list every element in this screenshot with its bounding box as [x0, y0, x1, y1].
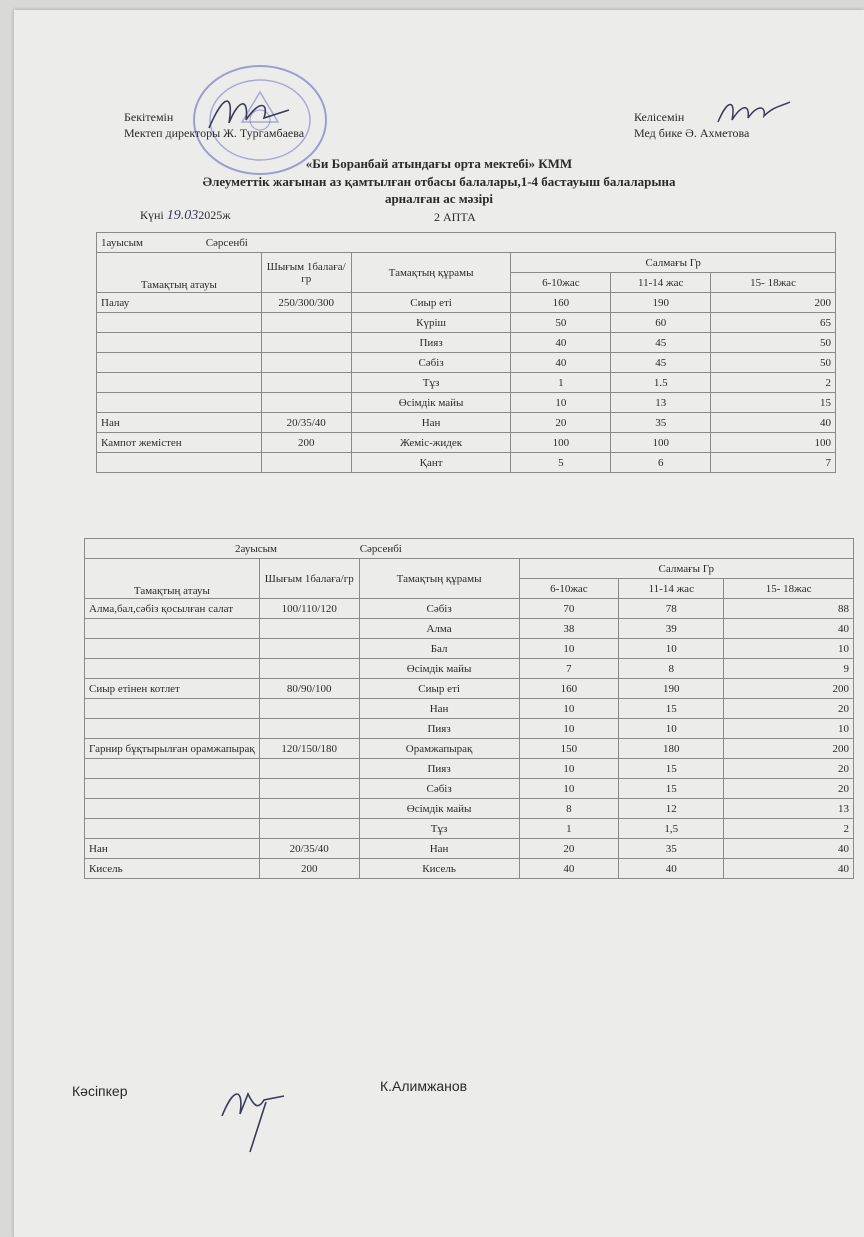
weight-11-14-cell: 13	[611, 393, 711, 413]
dish-name-cell	[97, 313, 262, 333]
ingredient-cell: Қант	[351, 453, 511, 473]
date-line	[140, 208, 231, 224]
dish-name-cell	[85, 639, 260, 659]
col-composition: Тамақтың құрамы	[359, 559, 519, 599]
table-row	[85, 779, 854, 799]
weight-11-14-cell: 15	[619, 759, 724, 779]
ingredient-cell: Пияз	[359, 719, 519, 739]
ingredient-cell: Нан	[359, 699, 519, 719]
table-row	[97, 433, 836, 453]
shift1-body	[97, 293, 836, 473]
ingredient-cell: Нан	[359, 839, 519, 859]
dish-name-cell	[97, 373, 262, 393]
weight-15-18-cell: 15	[711, 393, 836, 413]
director-name: Мектеп директоры Ж. Тургамбаева	[124, 126, 305, 140]
ingredient-cell: Тұз	[359, 819, 519, 839]
dish-name-cell: Кисель	[85, 859, 260, 879]
ingredient-cell: Нан	[351, 413, 511, 433]
dish-name-cell: Палау	[97, 293, 262, 313]
weight-11-14-cell: 15	[619, 779, 724, 799]
weight-11-14-cell: 45	[611, 333, 711, 353]
dish-name-cell	[97, 353, 262, 373]
weight-15-18-cell: 7	[711, 453, 836, 473]
table-row	[85, 859, 854, 879]
weight-11-14-cell: 10	[619, 639, 724, 659]
table-row	[97, 333, 836, 353]
dish-name-cell: Нан	[85, 839, 260, 859]
dish-name-cell	[85, 759, 260, 779]
weight-15-18-cell: 2	[711, 373, 836, 393]
ingredient-cell: Күріш	[351, 313, 511, 333]
weight-11-14-cell: 8	[619, 659, 724, 679]
weight-15-18-cell: 20	[724, 779, 854, 799]
nurse-signature-icon	[714, 94, 794, 130]
weight-15-18-cell: 40	[711, 413, 836, 433]
table-row	[97, 293, 836, 313]
weight-11-14-cell: 45	[611, 353, 711, 373]
table-row	[85, 719, 854, 739]
yield-cell	[259, 659, 359, 679]
agree-label: Келісемін	[634, 110, 685, 124]
week-label: 2 АПТА	[434, 210, 476, 224]
yield-cell	[259, 619, 359, 639]
weight-6-10-cell: 40	[519, 859, 619, 879]
date-value: 19.03	[166, 208, 199, 223]
dish-name-cell	[97, 453, 262, 473]
col-age-11-14: 11-14 жас	[611, 273, 711, 293]
shift2-day: Сәрсенбі	[359, 542, 402, 555]
weight-15-18-cell: 88	[724, 599, 854, 619]
dish-name-cell	[85, 719, 260, 739]
shift1-day: Сәрсенбі	[205, 236, 248, 249]
yield-cell	[259, 819, 359, 839]
weight-11-14-cell: 39	[619, 619, 724, 639]
weight-11-14-cell: 100	[611, 433, 711, 453]
col-yield: Шығым 1балаға/гр	[261, 253, 351, 293]
shift2-label: 2ауысым	[235, 542, 277, 555]
shift1-header-row	[97, 233, 836, 253]
weight-11-14-cell: 35	[619, 839, 724, 859]
ingredient-cell: Сәбіз	[359, 599, 519, 619]
ingredient-cell: Сәбіз	[359, 779, 519, 799]
ingredient-cell: Кисель	[359, 859, 519, 879]
table-row	[85, 599, 854, 619]
table-row	[97, 453, 836, 473]
nurse-name: Мед бике Ә. Ахметова	[634, 126, 750, 140]
weight-15-18-cell: 20	[724, 699, 854, 719]
shift1-label: 1ауысым	[101, 236, 143, 249]
weight-15-18-cell: 50	[711, 333, 836, 353]
weight-11-14-cell: 190	[619, 679, 724, 699]
col-weight: Салмағы Гр	[511, 253, 836, 273]
weight-15-18-cell: 65	[711, 313, 836, 333]
ingredient-cell: Сәбіз	[351, 353, 511, 373]
col-age-11-14: 11-14 жас	[619, 579, 724, 599]
table-row	[97, 313, 836, 333]
ingredient-cell: Өсімдік майы	[359, 659, 519, 679]
weight-11-14-cell: 10	[619, 719, 724, 739]
menu-title-line1: Әлеуметтік жағынан аз қамтылған отбасы балалары,1-4 бастауыш балаларына	[202, 174, 676, 189]
weight-6-10-cell: 160	[519, 679, 619, 699]
dish-name-cell: Нан	[97, 413, 262, 433]
ingredient-cell: Бал	[359, 639, 519, 659]
weight-6-10-cell: 10	[519, 779, 619, 799]
yield-cell	[261, 373, 351, 393]
ingredient-cell: Өсімдік майы	[351, 393, 511, 413]
weight-11-14-cell: 190	[611, 293, 711, 313]
col-composition: Тамақтың құрамы	[351, 253, 511, 293]
yield-cell: 100/110/120	[259, 599, 359, 619]
yield-cell	[259, 719, 359, 739]
weight-15-18-cell: 10	[724, 719, 854, 739]
col-age-6-10: 6-10жас	[511, 273, 611, 293]
yield-cell: 80/90/100	[259, 679, 359, 699]
yield-cell	[261, 453, 351, 473]
yield-cell	[259, 799, 359, 819]
dish-name-cell	[85, 659, 260, 679]
dish-name-cell: Алма,бал,сәбіз қосылған салат	[85, 599, 260, 619]
weight-6-10-cell: 150	[519, 739, 619, 759]
weight-6-10-cell: 10	[511, 393, 611, 413]
col-weight: Салмағы Гр	[519, 559, 854, 579]
weight-11-14-cell: 180	[619, 739, 724, 759]
table-row	[97, 353, 836, 373]
weight-11-14-cell: 60	[611, 313, 711, 333]
weight-15-18-cell: 40	[724, 859, 854, 879]
weight-15-18-cell: 200	[711, 293, 836, 313]
table-row	[85, 739, 854, 759]
table-row	[85, 639, 854, 659]
weight-6-10-cell: 20	[511, 413, 611, 433]
dish-name-cell: Сиыр етінен котлет	[85, 679, 260, 699]
weight-15-18-cell: 13	[724, 799, 854, 819]
ingredient-cell: Орамжапырақ	[359, 739, 519, 759]
dish-name-cell: Гарнир бұқтырылған орамжапырақ	[85, 739, 260, 759]
weight-6-10-cell: 50	[511, 313, 611, 333]
weight-6-10-cell: 10	[519, 759, 619, 779]
dish-name-cell	[85, 779, 260, 799]
weight-6-10-cell: 38	[519, 619, 619, 639]
ingredient-cell: Алма	[359, 619, 519, 639]
dish-name-cell	[97, 393, 262, 413]
footer-role: Кәсіпкер	[72, 1083, 128, 1099]
col-age-15-18: 15- 18жас	[724, 579, 854, 599]
dish-name-cell: Кампот жемістен	[97, 433, 262, 453]
yield-cell	[261, 393, 351, 413]
yield-cell: 120/150/180	[259, 739, 359, 759]
weight-15-18-cell: 40	[724, 839, 854, 859]
entrepreneur-signature-icon	[214, 1076, 304, 1156]
ingredient-cell: Сиыр еті	[359, 679, 519, 699]
col-dish-name: Тамақтың атауы	[97, 253, 262, 293]
col-age-6-10: 6-10жас	[519, 579, 619, 599]
yield-cell	[261, 333, 351, 353]
table-row	[85, 799, 854, 819]
ingredient-cell: Пияз	[359, 759, 519, 779]
dish-name-cell	[85, 619, 260, 639]
yield-cell	[259, 759, 359, 779]
weight-15-18-cell: 100	[711, 433, 836, 453]
document-page	[14, 10, 864, 1237]
weight-11-14-cell: 1,5	[619, 819, 724, 839]
table-row	[97, 373, 836, 393]
shift1-table	[96, 232, 836, 473]
table-row	[85, 759, 854, 779]
weight-11-14-cell: 40	[619, 859, 724, 879]
weight-11-14-cell: 6	[611, 453, 711, 473]
weight-6-10-cell: 7	[519, 659, 619, 679]
date-suffix: 2025ж	[198, 208, 231, 222]
approve-label: Бекітемін	[124, 110, 174, 124]
weight-15-18-cell: 10	[724, 639, 854, 659]
weight-6-10-cell: 160	[511, 293, 611, 313]
weight-6-10-cell: 100	[511, 433, 611, 453]
weight-6-10-cell: 10	[519, 719, 619, 739]
weight-15-18-cell: 50	[711, 353, 836, 373]
shift2-body	[85, 599, 854, 879]
weight-11-14-cell: 1.5	[611, 373, 711, 393]
yield-cell: 200	[261, 433, 351, 453]
dish-name-cell	[97, 333, 262, 353]
table-row	[85, 819, 854, 839]
weight-15-18-cell: 20	[724, 759, 854, 779]
weight-6-10-cell: 1	[519, 819, 619, 839]
weight-6-10-cell: 5	[511, 453, 611, 473]
table-row	[97, 413, 836, 433]
weight-15-18-cell: 9	[724, 659, 854, 679]
yield-cell	[261, 313, 351, 333]
weight-6-10-cell: 20	[519, 839, 619, 859]
yield-cell: 20/35/40	[259, 839, 359, 859]
yield-cell: 250/300/300	[261, 293, 351, 313]
shift2-col-headers	[85, 559, 854, 579]
shift1-col-headers	[97, 253, 836, 273]
table-row	[85, 699, 854, 719]
weight-11-14-cell: 12	[619, 799, 724, 819]
weight-6-10-cell: 1	[511, 373, 611, 393]
table-row	[85, 659, 854, 679]
yield-cell	[259, 779, 359, 799]
yield-cell	[259, 639, 359, 659]
yield-cell	[259, 699, 359, 719]
weight-15-18-cell: 40	[724, 619, 854, 639]
yield-cell: 20/35/40	[261, 413, 351, 433]
weight-6-10-cell: 10	[519, 699, 619, 719]
weight-6-10-cell: 10	[519, 639, 619, 659]
ingredient-cell: Тұз	[351, 373, 511, 393]
table-row	[97, 393, 836, 413]
ingredient-cell: Жеміс-жидек	[351, 433, 511, 453]
dish-name-cell	[85, 799, 260, 819]
table-row	[85, 679, 854, 699]
footer-name: К.Алимжанов	[380, 1078, 468, 1094]
ingredient-cell: Өсімдік майы	[359, 799, 519, 819]
weight-11-14-cell: 35	[611, 413, 711, 433]
ingredient-cell: Пияз	[351, 333, 511, 353]
shift2-table	[84, 538, 854, 879]
weight-11-14-cell: 15	[619, 699, 724, 719]
school-name: «Би Боранбай атындағы орта мектебі» КММ	[305, 156, 573, 171]
weight-6-10-cell: 70	[519, 599, 619, 619]
shift2-header-row	[85, 539, 854, 559]
weight-15-18-cell: 200	[724, 679, 854, 699]
dish-name-cell	[85, 819, 260, 839]
ingredient-cell: Сиыр еті	[351, 293, 511, 313]
col-dish-name: Тамақтың атауы	[85, 559, 260, 599]
col-yield: Шығым 1балаға/гр	[259, 559, 359, 599]
weight-6-10-cell: 40	[511, 333, 611, 353]
menu-title-line2: арналған ас мәзірі	[384, 191, 494, 206]
yield-cell	[261, 353, 351, 373]
weight-15-18-cell: 2	[724, 819, 854, 839]
table-row	[85, 619, 854, 639]
date-label: Күні	[140, 208, 164, 222]
weight-6-10-cell: 40	[511, 353, 611, 373]
dish-name-cell	[85, 699, 260, 719]
yield-cell: 200	[259, 859, 359, 879]
weight-11-14-cell: 78	[619, 599, 724, 619]
weight-6-10-cell: 8	[519, 799, 619, 819]
table-row	[85, 839, 854, 859]
weight-15-18-cell: 200	[724, 739, 854, 759]
col-age-15-18: 15- 18жас	[711, 273, 836, 293]
